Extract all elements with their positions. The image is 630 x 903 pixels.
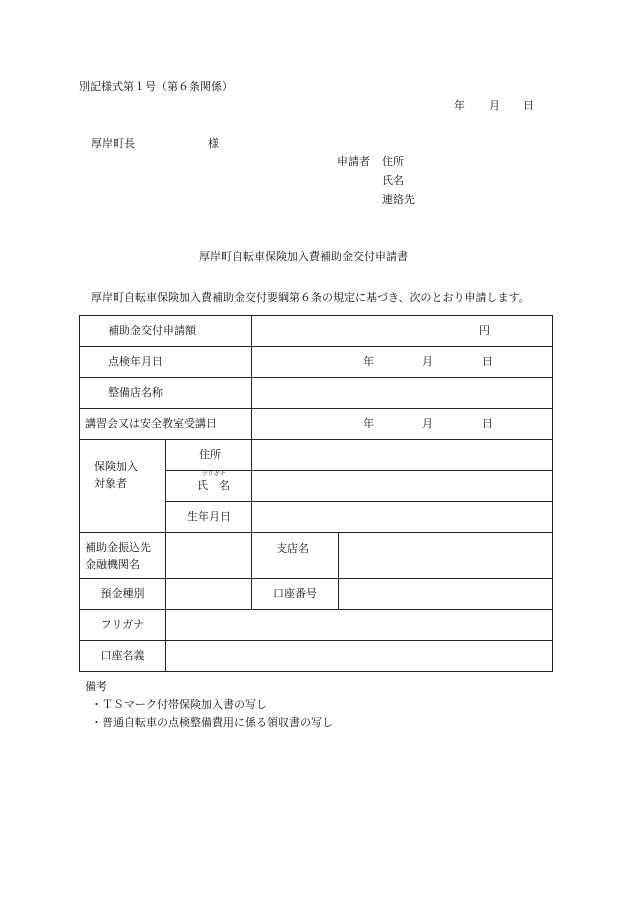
table-row	[80, 579, 553, 610]
notes-item: ・普通自転車の点検整備費用に係る領収書の写し	[91, 716, 333, 729]
date-day-label: 日	[523, 99, 534, 112]
account-number-label: 口座番号	[252, 579, 339, 610]
year-unit: 年	[363, 355, 374, 368]
insured-person-label	[80, 440, 166, 533]
addressee-name: 厚岸町長	[91, 137, 135, 150]
table-row	[80, 610, 553, 641]
date-year-label: 年	[454, 99, 465, 112]
branch-field[interactable]	[339, 533, 553, 579]
addressee-honorific: 様	[208, 137, 219, 150]
applicant-label: 申請者	[337, 155, 370, 168]
insured-name-label-cell	[166, 471, 252, 502]
table-row	[80, 378, 553, 409]
month-unit: 月	[422, 355, 433, 368]
applicant-name-label: 氏名	[382, 174, 404, 187]
inspection-date-field[interactable]	[252, 347, 553, 378]
account-furigana-label: フリガナ	[80, 610, 166, 641]
account-holder-label: 口座名義	[80, 641, 166, 672]
table-row	[80, 316, 553, 347]
intro-text: 厚岸町自転車保険加入費補助金交付要綱第６条の規定に基づき、次のとおり申請します。	[91, 291, 530, 304]
insured-label-line2: 対象者	[94, 477, 127, 490]
notes-heading: 備考	[85, 680, 107, 693]
day-unit: 日	[482, 417, 493, 430]
account-furigana-field[interactable]	[166, 610, 553, 641]
document-title: 厚岸町自転車保険加入費補助金交付申請書	[199, 250, 408, 263]
bank-label-line2: 金融機関名	[85, 557, 140, 571]
furigana-ruby: フリガナ	[201, 471, 226, 478]
shop-name-label: 整備店名称	[80, 378, 252, 409]
course-date-field[interactable]	[252, 409, 553, 440]
birthdate-label: 生年月日	[166, 502, 252, 533]
insured-name-label	[197, 471, 230, 493]
birthdate-field[interactable]	[252, 502, 553, 533]
deposit-type-field[interactable]	[166, 579, 252, 610]
table-row	[80, 440, 553, 471]
account-holder-field[interactable]	[166, 641, 553, 672]
date-month-label: 月	[489, 99, 500, 112]
bank-label-line1: 補助金振込先	[85, 540, 151, 554]
day-unit: 日	[482, 355, 493, 368]
table-row	[80, 641, 553, 672]
shop-name-field[interactable]	[252, 378, 553, 409]
account-number-field[interactable]	[339, 579, 553, 610]
application-form-table	[79, 315, 553, 672]
insured-label-line1: 保険加入	[94, 460, 138, 473]
insured-address-field[interactable]	[252, 440, 553, 471]
insured-address-label: 住所	[166, 440, 252, 471]
amount-label: 補助金交付申請額	[80, 316, 252, 347]
amount-field[interactable]	[252, 316, 553, 347]
name-label-text: 氏 名	[197, 479, 230, 492]
table-row	[80, 533, 553, 579]
yen-unit: 円	[479, 324, 490, 337]
form-number: 別記様式第１号（第６条関係）	[79, 80, 233, 93]
notes-item: ・ＴＳマーク付帯保険加入書の写し	[91, 698, 267, 711]
table-row	[80, 347, 553, 378]
applicant-address-label: 住所	[382, 155, 404, 168]
table-row	[80, 409, 553, 440]
bank-name-field[interactable]	[166, 533, 252, 579]
month-unit: 月	[422, 417, 433, 430]
deposit-type-label: 預金種別	[80, 579, 166, 610]
insured-name-field[interactable]	[252, 471, 553, 502]
year-unit: 年	[363, 417, 374, 430]
bank-label	[80, 533, 166, 579]
inspection-date-label: 点検年月日	[80, 347, 252, 378]
applicant-contact-label: 連絡先	[382, 193, 415, 206]
course-date-label: 講習会又は安全教室受講日	[80, 409, 252, 440]
branch-label: 支店名	[252, 533, 339, 579]
